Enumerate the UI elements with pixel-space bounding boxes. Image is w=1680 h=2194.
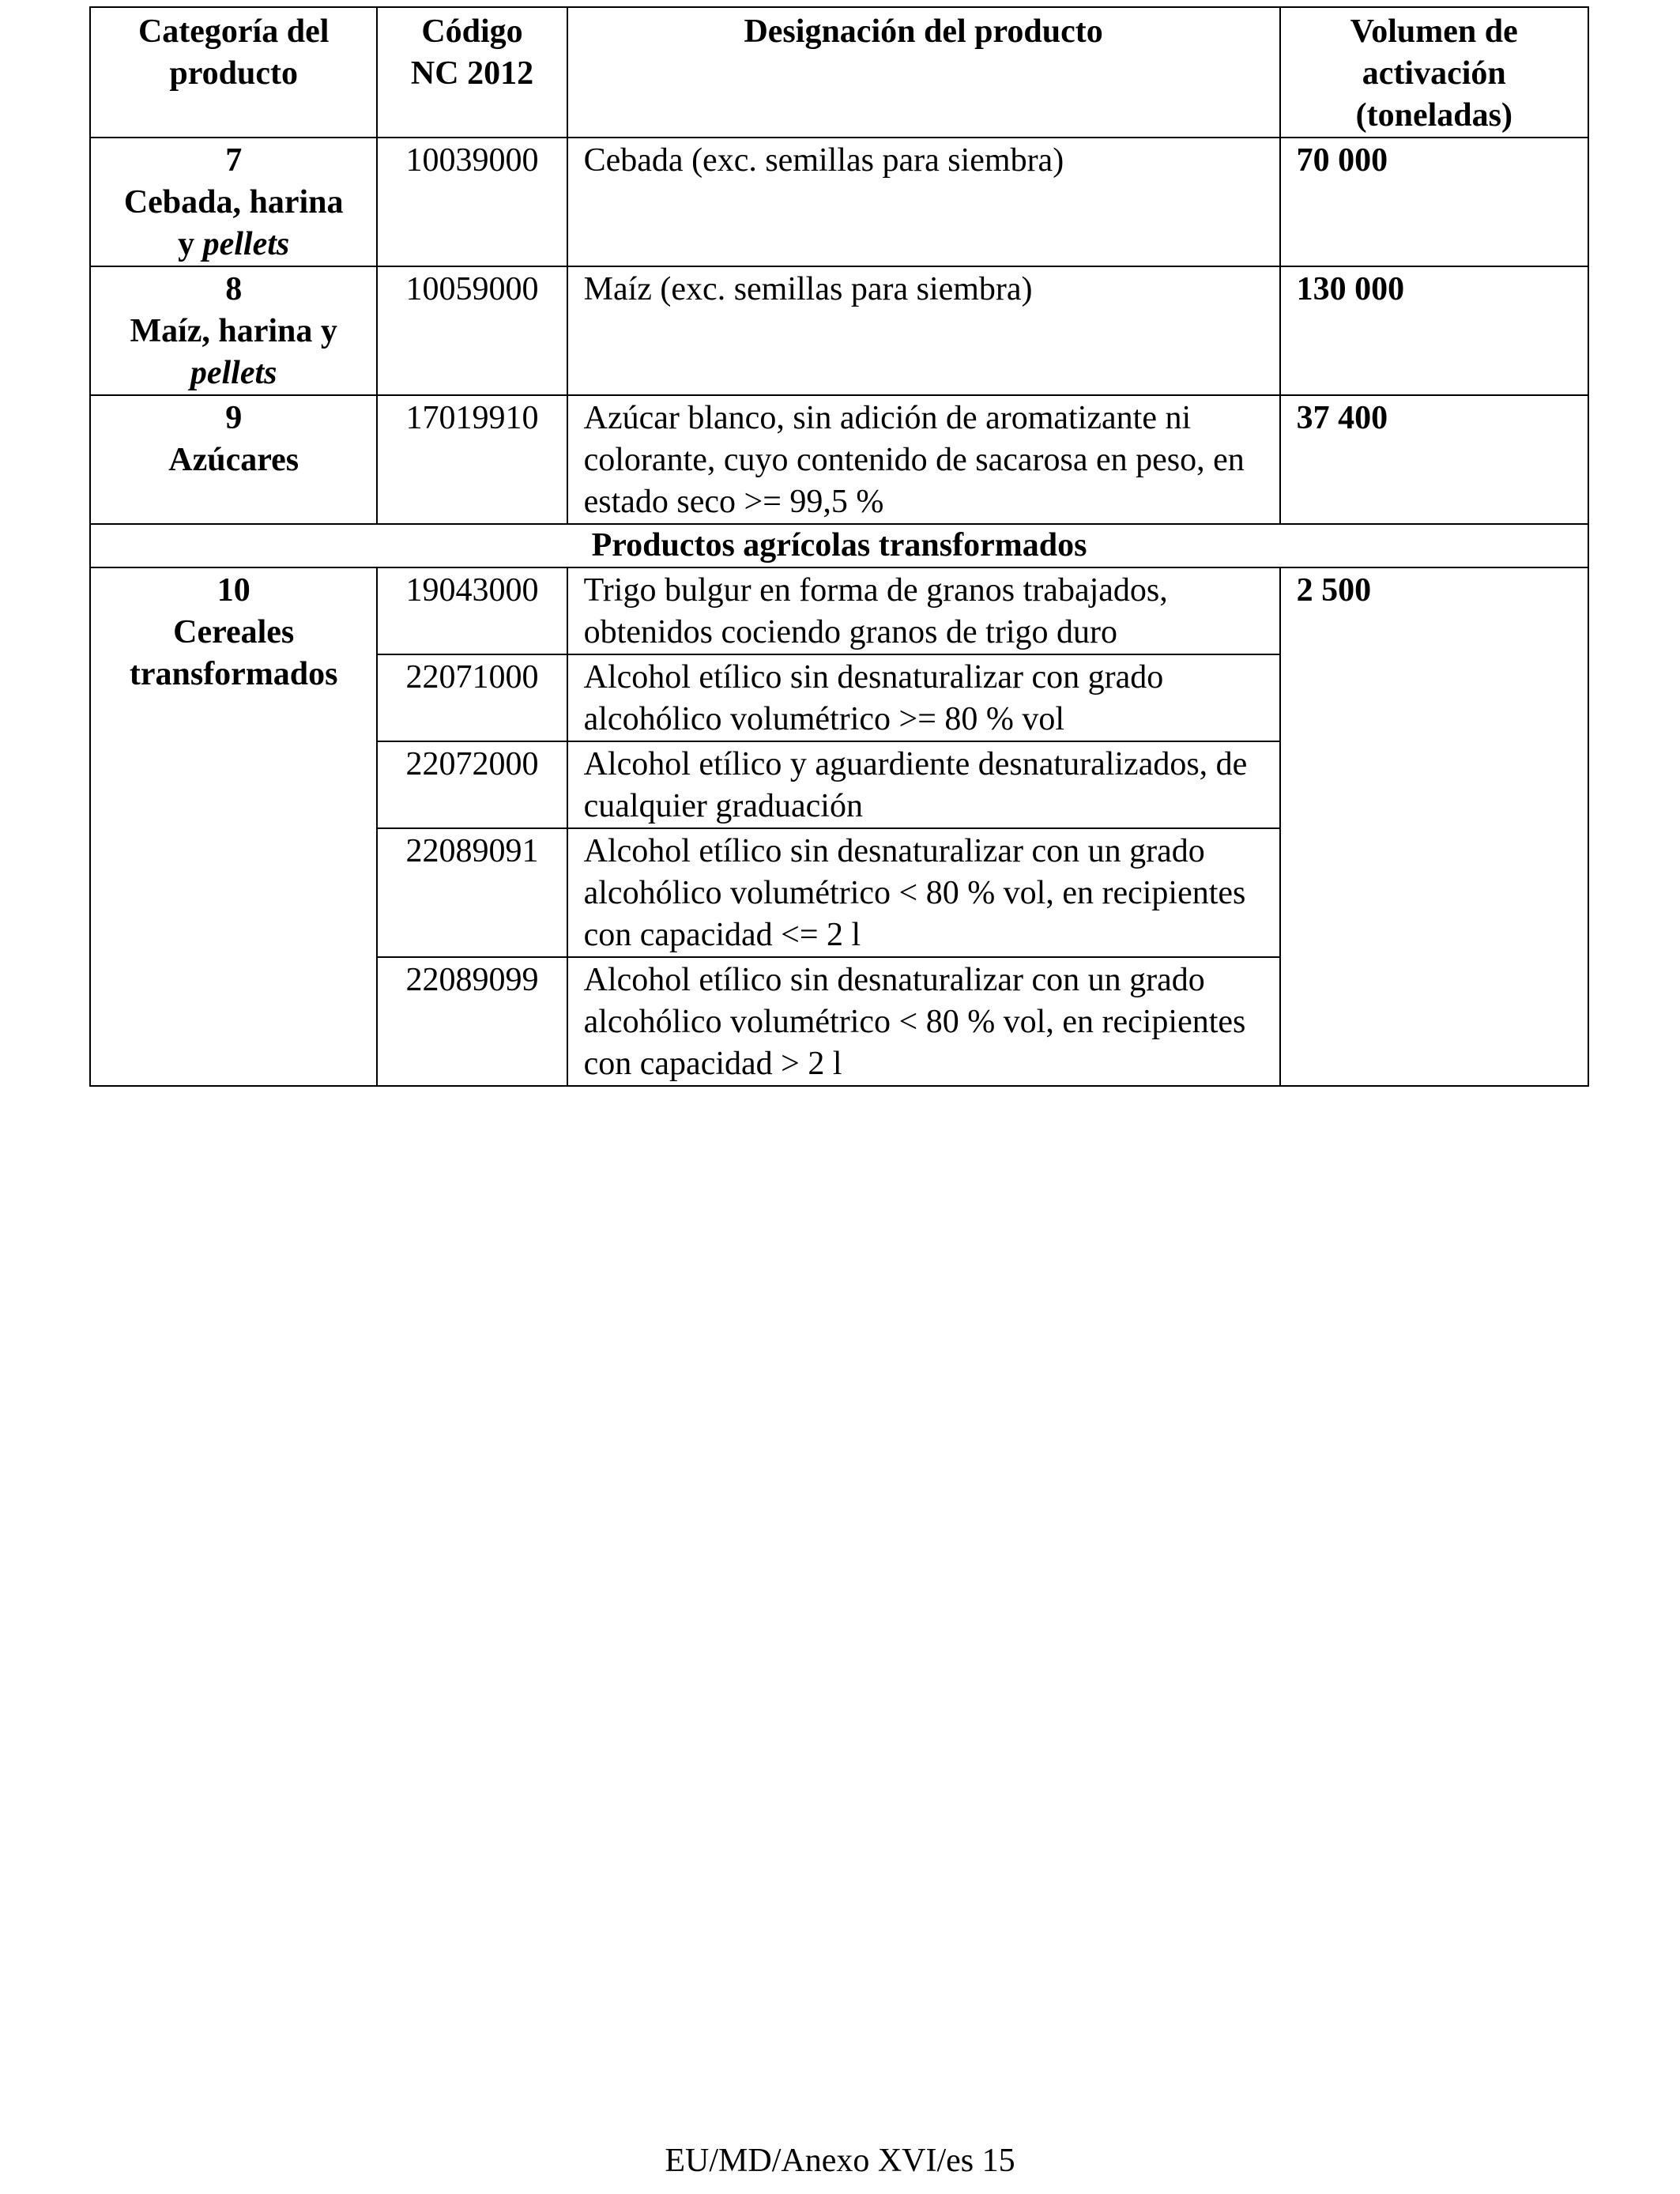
code-cell: 19043000 (377, 567, 567, 654)
category-cell (90, 395, 377, 524)
header-designation-label: Designación del producto (744, 13, 1103, 50)
category-cell (90, 567, 377, 1086)
category-name: Azúcares (168, 442, 299, 478)
category-number: 10 (217, 572, 250, 609)
code-cell: 22089099 (377, 957, 567, 1086)
category-name-italic: pellets (202, 226, 290, 262)
category-name: Maíz, harina y (130, 313, 337, 349)
category-number: 8 (225, 271, 243, 307)
page-footer: EU/MD/Anexo XVI/es 15 (665, 2143, 1015, 2179)
table-row (90, 567, 1588, 654)
header-row (90, 7, 1588, 138)
code-cell: 10039000 (377, 138, 567, 266)
designation-cell: Cebada (exc. semillas para siembra) (567, 138, 1280, 266)
header-category-line1: Categoría del (137, 13, 330, 50)
section-row (90, 524, 1588, 567)
table-row (90, 138, 1588, 266)
volume-cell: 130 000 (1280, 266, 1588, 395)
volume-cell: 37 400 (1280, 395, 1588, 524)
header-code (377, 7, 567, 138)
category-number: 7 (225, 142, 243, 179)
table-row (90, 266, 1588, 395)
header-volume-line1: Volumen de (1350, 13, 1518, 50)
code-cell: 10059000 (377, 266, 567, 395)
section-title: Productos agrícolas transformados (90, 524, 1588, 567)
designation-cell: Maíz (exc. semillas para siembra) (567, 266, 1280, 395)
designation-cell: Azúcar blanco, sin adición de aromatizante ni colorante, cuyo contenido de sacarosa en peso, en estado seco >= 99,5 % (567, 395, 1280, 524)
header-category (90, 7, 377, 138)
table-row (90, 395, 1588, 524)
volume-cell: 70 000 (1280, 138, 1588, 266)
category-number: 9 (225, 400, 243, 436)
volume-cell: 2 500 (1280, 567, 1588, 1086)
header-volume-line2: activación (1362, 55, 1506, 92)
header-code-line1: Código (421, 13, 523, 50)
header-category-line2: producto (169, 55, 298, 92)
category-name-cont: y (178, 226, 203, 262)
code-cell: 22089091 (377, 828, 567, 957)
category-name-cont: transformados (129, 656, 338, 692)
category-name-italic: pellets (190, 355, 277, 391)
category-name: Cereales (173, 614, 295, 650)
designation-cell: Alcohol etílico y aguardiente desnaturalizados, de cualquier graduación (567, 741, 1280, 828)
header-volume-line3: (toneladas) (1355, 97, 1512, 134)
category-cell (90, 138, 377, 266)
category-cell (90, 266, 377, 395)
designation-cell: Alcohol etílico sin desnaturalizar con grado alcohólico volumétrico >= 80 % vol (567, 654, 1280, 741)
tariff-table (89, 6, 1589, 1087)
code-cell: 22071000 (377, 654, 567, 741)
code-cell: 22072000 (377, 741, 567, 828)
header-volume (1280, 7, 1588, 138)
designation-cell: Trigo bulgur en forma de granos trabajados, obtenidos cociendo granos de trigo duro (567, 567, 1280, 654)
header-designation (567, 7, 1280, 138)
header-code-line2: NC 2012 (410, 55, 534, 92)
code-cell: 17019910 (377, 395, 567, 524)
designation-cell: Alcohol etílico sin desnaturalizar con un grado alcohólico volumétrico < 80 % vol, en recipientes con capacidad > 2 l (567, 957, 1280, 1086)
designation-cell: Alcohol etílico sin desnaturalizar con un grado alcohólico volumétrico < 80 % vol, en recipientes con capacidad <= 2 l (567, 828, 1280, 957)
category-name: Cebada, harina (123, 184, 344, 221)
